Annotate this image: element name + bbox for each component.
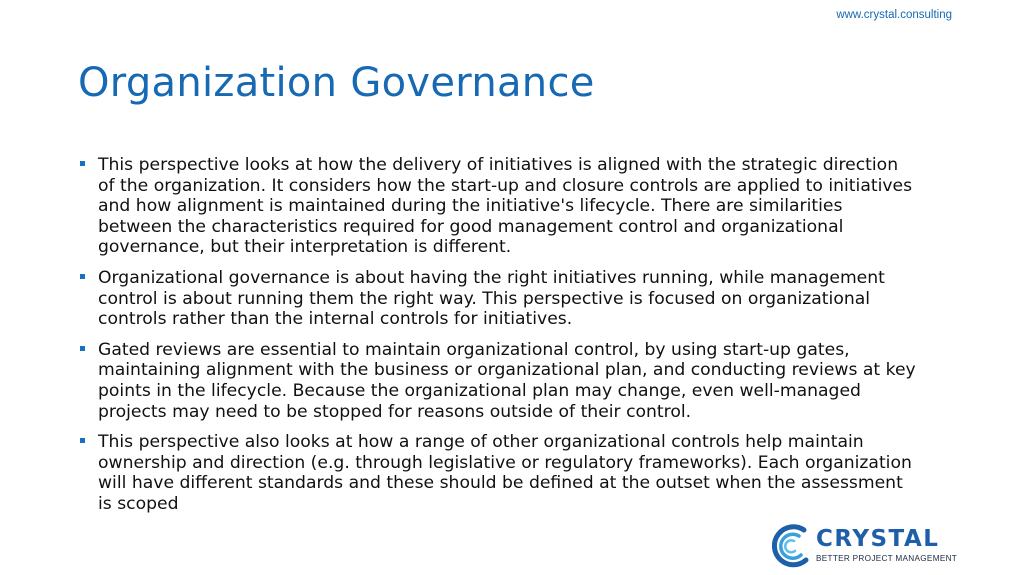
bullet-text: Organizational governance is about having the right initiatives running, while management control is about running them the right way. This perspective is focused on organizational controls rather than the internal controls for initiatives. xyxy=(98,267,885,330)
bullet-text: This perspective also looks at how a range of other organizational controls help maintain ownership and direction (e.g. through legislative or regulatory frameworks). Each organization will have different standards and these should be defined at the outset when the assessment is scoped xyxy=(98,432,912,514)
bullet-item xyxy=(78,340,918,422)
bullet-item xyxy=(78,155,918,258)
bullet-list xyxy=(78,155,918,525)
bullet-item xyxy=(78,268,918,330)
logo-tagline: BETTER PROJECT MANAGEMENT xyxy=(816,554,958,563)
bullet-text: This perspective looks at how the delivery of initiatives is aligned with the strategic direction of the organization. It considers how the start-up and closure controls are applied to initiatives and how alignment is maintained during the initiative's lifecycle. There are similarities between the characteristics required for good management control and organizational governance, but their interpretation is different. xyxy=(98,155,913,258)
bullet-marker-icon xyxy=(80,346,85,351)
website-url[interactable]: www.crystal.consulting xyxy=(836,9,952,21)
crystal-logo xyxy=(768,522,958,570)
logo-wordmark: CRYSTAL xyxy=(816,526,940,552)
bullet-marker-icon xyxy=(80,161,85,166)
bullet-marker-icon xyxy=(80,274,85,279)
bullet-marker-icon xyxy=(80,438,85,443)
bullet-text: Gated reviews are essential to maintain organizational control, by using start-up gates, maintaining alignment with the business or organizational plan, and conducting reviews at key points in the lifecycle. Because the organizational plan may change, even well-managed projects may need to be stopped for reasons outside of their control. xyxy=(98,339,916,422)
slide-title: Organization Governance xyxy=(78,60,595,106)
crystal-swirl-icon xyxy=(768,522,812,570)
bullet-item xyxy=(78,432,918,514)
